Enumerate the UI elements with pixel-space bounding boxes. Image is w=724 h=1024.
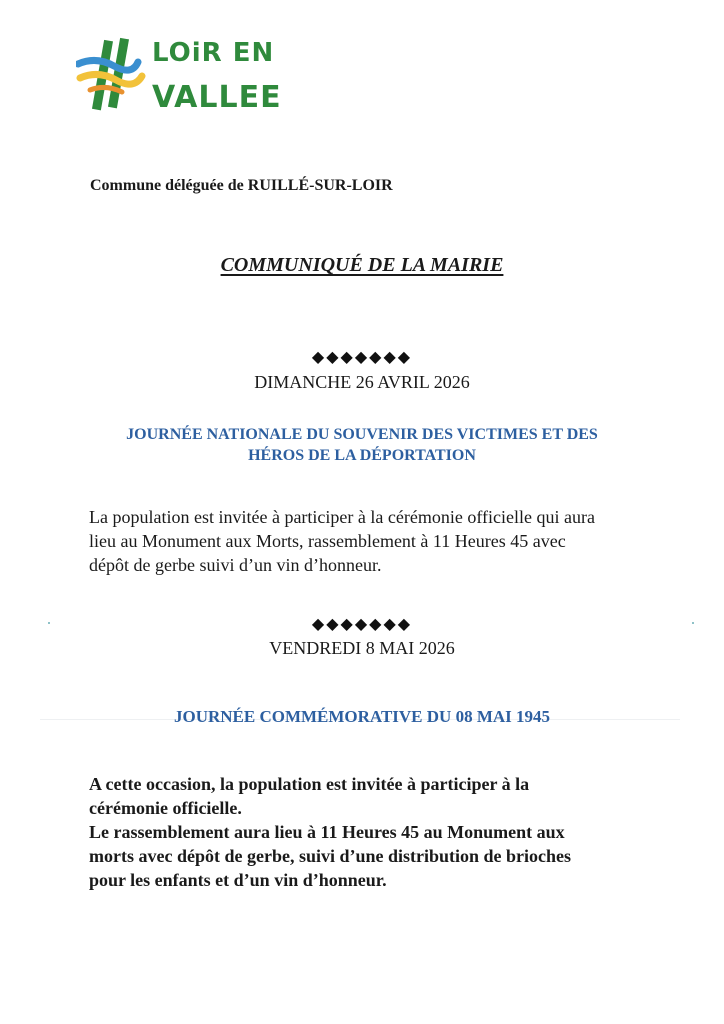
event2-body-line4: morts avec dépôt de gerbe, suivi d’une distribution de brioches xyxy=(89,846,572,866)
event2-date: VENDREDI 8 MAI 2026 xyxy=(269,638,455,658)
event2-heading: JOURNÉE COMMÉMORATIVE DU 08 MAI 1945 xyxy=(173,707,551,726)
event2-body-line5: pour les enfants et d’un vin d’honneur. xyxy=(89,870,387,890)
event2-body-line2: cérémonie officielle. xyxy=(89,798,242,818)
event1-body-line1: La population est invitée à participer à la cérémonie officielle qui aura xyxy=(89,507,595,527)
commune-label: Commune déléguée de RUILLÉ-SUR-LOIR xyxy=(90,177,393,194)
separator-diamonds-1: ◆◆◆◆◆◆◆ xyxy=(311,347,413,366)
event2-body xyxy=(89,772,649,892)
event1-heading-line1: JOURNÉE NATIONALE DU SOUVENIR DES VICTIMES ET DES xyxy=(126,426,598,443)
logo-text-line1: LOiR EN xyxy=(152,38,275,68)
separator-diamonds-2: ◆◆◆◆◆◆◆ xyxy=(311,614,413,633)
page-title: COMMUNIQUÉ DE LA MAIRIE xyxy=(220,254,504,276)
logo-wave-orange xyxy=(90,87,122,92)
event1-body xyxy=(89,505,649,577)
event1-body-line2: lieu au Monument aux Morts, rassemblement à 11 Heures 45 avec xyxy=(89,531,566,551)
event2-body-line1: A cette occasion, la population est invitée à participer à la xyxy=(89,774,530,794)
logo-wave-yellow xyxy=(80,74,142,84)
event1-heading xyxy=(60,424,664,466)
event1-heading-line2: HÉROS DE LA DÉPORTATION xyxy=(248,447,476,464)
logo-text-line2: VALLEE xyxy=(152,80,282,115)
event1-body-line3: dépôt de gerbe suivi d’un vin d’honneur. xyxy=(89,555,382,575)
event1-date: DIMANCHE 26 AVRIL 2026 xyxy=(254,372,470,392)
event2-body-line3: Le rassemblement aura lieu à 11 Heures 45 au Monument aux xyxy=(89,822,565,842)
